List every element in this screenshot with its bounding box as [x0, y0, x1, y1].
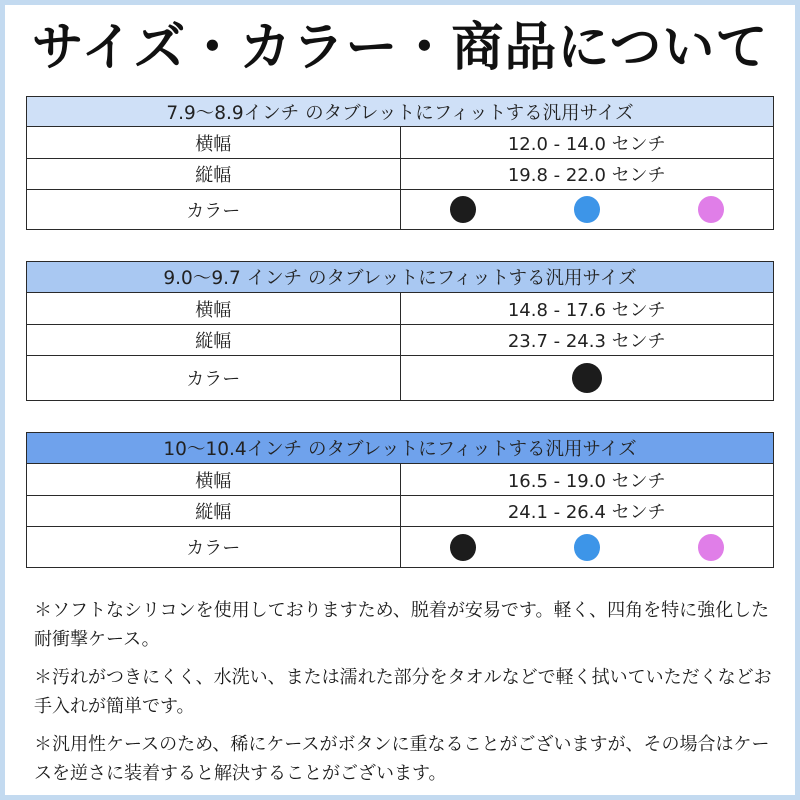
color-swatch-black[interactable] [450, 534, 476, 561]
color-swatch-pink[interactable] [698, 196, 724, 223]
table-header: 7.9〜8.9インチ のタブレットにフィットする汎用サイズ [27, 97, 774, 127]
table-row [27, 190, 774, 230]
row-label-color: カラー [27, 356, 401, 401]
row-value-height: 19.8 - 22.0 センチ [400, 159, 774, 190]
table-row [27, 356, 774, 401]
row-value-width: 12.0 - 14.0 センチ [400, 127, 774, 159]
color-swatch-black[interactable] [450, 196, 476, 223]
row-label-width: 横幅 [27, 293, 401, 325]
row-value-height: 24.1 - 26.4 センチ [400, 496, 774, 527]
row-label-height: 縦幅 [27, 496, 401, 527]
table-header: 9.0〜9.7 インチ のタブレットにフィットする汎用サイズ [27, 262, 774, 293]
row-label-height: 縦幅 [27, 325, 401, 356]
row-label-height: 縦幅 [27, 159, 401, 190]
color-swatch-blue[interactable] [574, 196, 600, 223]
color-swatch-blue[interactable] [574, 534, 600, 561]
note-fit: ＊汎用性ケースのため、稀にケースがボタンに重なることがございますが、その場合はケースを逆さに装着すると解決することがございます。 [34, 734, 770, 784]
table-header: 10〜10.4インチ のタブレットにフィットする汎用サイズ [27, 433, 774, 464]
table-row [27, 325, 774, 356]
row-label-color: カラー [27, 527, 401, 568]
note-material: ＊ソフトなシリコンを使用しておりますため、脱着が安易です。軽く、四角を特に強化した耐衝撃ケース。 [34, 600, 770, 650]
page-title: サイズ・カラー・商品について [31, 18, 769, 78]
table-row [27, 527, 774, 568]
table-row [27, 159, 774, 190]
note-cleaning: ＊汚れがつきにくく、水洗い、または濡れた部分をタオルなどで軽く拭いていただくなどお手入れが簡単です。 [34, 667, 772, 717]
color-swatches [400, 356, 774, 401]
table-row [27, 496, 774, 527]
row-label-color: カラー [27, 190, 401, 230]
color-swatch-pink[interactable] [698, 534, 724, 561]
size-table-medium [26, 261, 774, 401]
size-table-large [26, 432, 774, 568]
product-notes [34, 596, 774, 797]
row-label-width: 横幅 [27, 464, 401, 496]
color-swatches [400, 527, 774, 568]
row-value-width: 14.8 - 17.6 センチ [400, 293, 774, 325]
table-row [27, 293, 774, 325]
row-value-height: 23.7 - 24.3 センチ [400, 325, 774, 356]
row-label-width: 横幅 [27, 127, 401, 159]
row-value-width: 16.5 - 19.0 センチ [400, 464, 774, 496]
color-swatches [400, 190, 774, 230]
table-row [27, 464, 774, 496]
table-row [27, 127, 774, 159]
color-swatch-black[interactable] [572, 363, 602, 393]
size-table-small [26, 96, 774, 230]
